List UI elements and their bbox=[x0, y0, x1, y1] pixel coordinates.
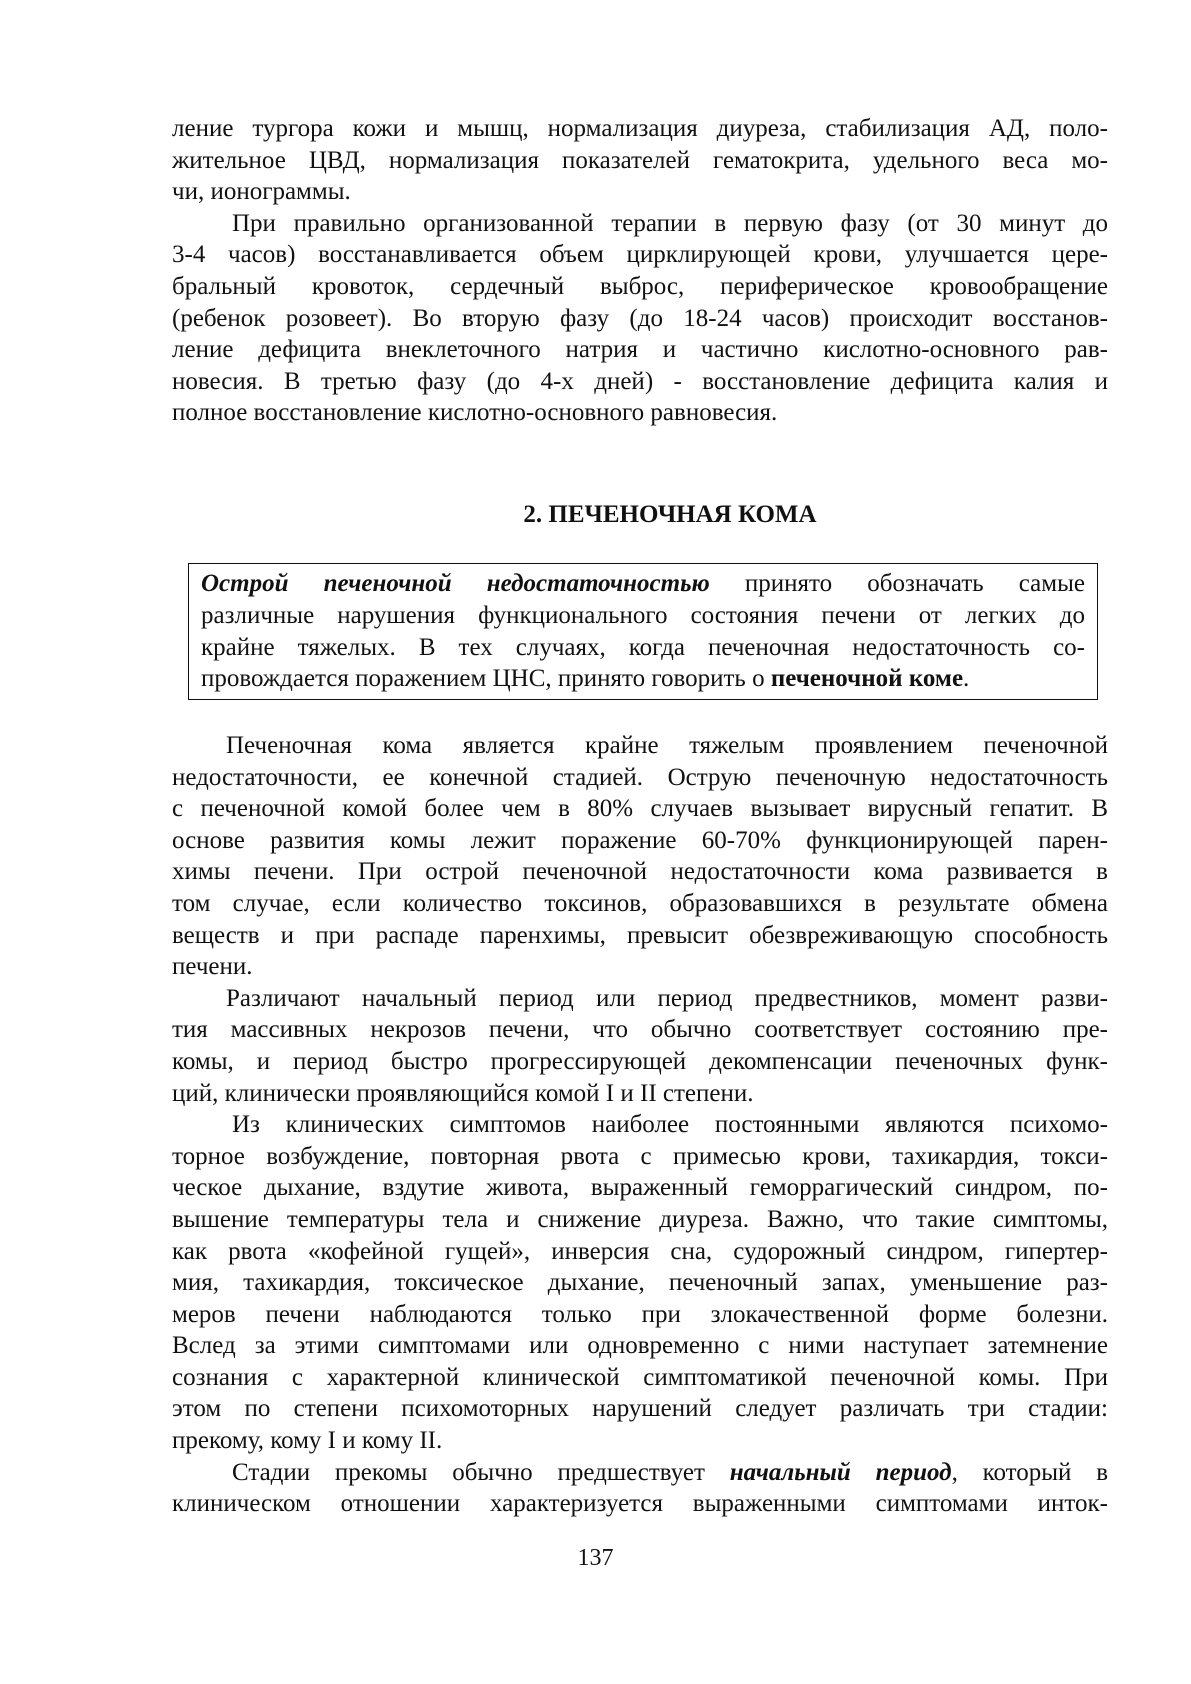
text-line: основе развития комы лежит поражение 60-70% функционирующей парен- bbox=[172, 826, 1108, 854]
paragraph-2 bbox=[172, 208, 1108, 429]
text-line: различные нарушения функционального состояния печени от легких до bbox=[201, 601, 1085, 629]
text-line: бральный кровоток, сердечный выброс, периферическое кровообращение bbox=[172, 272, 1108, 300]
text-line: этом по степени психомоторных нарушений следует различать три стадии: bbox=[172, 1395, 1108, 1423]
text-line: чи, ионограммы. bbox=[172, 178, 351, 206]
text-line bbox=[201, 568, 1085, 600]
text-fragment: , который в bbox=[951, 1458, 1108, 1486]
page-body bbox=[172, 113, 1108, 1518]
text-line bbox=[172, 1457, 1108, 1489]
text-line: веществ и при распаде паренхимы, превысит обезвреживающую способность bbox=[172, 921, 1108, 949]
text-line: недостаточности, ее конечной стадией. Острую печеночную недостаточность bbox=[172, 763, 1108, 791]
text-line: сознания с характерной клинической симптоматикой печеночной комы. При bbox=[172, 1363, 1108, 1391]
bold-term: печеночной коме bbox=[770, 665, 964, 693]
text-fragment: . bbox=[963, 665, 970, 693]
text-line: печени. bbox=[172, 953, 253, 981]
text-line: ческое дыхание, вздутие живота, выраженный геморрагический синдром, по- bbox=[172, 1174, 1108, 1202]
text-fragment: провождается поражением ЦНС, принято говорить о bbox=[201, 665, 771, 693]
text-fragment: Стадии прекомы обычно предшествует bbox=[232, 1458, 730, 1486]
text-line: комы, и период быстро прогрессирующей декомпенсации печеночных функ- bbox=[172, 1047, 1108, 1075]
text-line: мия, тахикардия, токсическое дыхание, печеночный запах, уменьшение раз- bbox=[172, 1269, 1108, 1297]
text-line: тия массивных некрозов печени, что обычно соответствует состоянию пре- bbox=[172, 1016, 1108, 1044]
text-line: Различают начальный период или период предвестников, момент разви- bbox=[226, 984, 1108, 1012]
text-line: Из клинических симптомов наиболее постоянными являются психомо- bbox=[232, 1111, 1108, 1139]
paragraph-5 bbox=[172, 1109, 1108, 1457]
text-line: жительное ЦВД, нормализация показателей гематокрита, удельного веса мо- bbox=[172, 146, 1108, 174]
text-line: ление тургора кожи и мышц, нормализация диуреза, стабилизация АД, поло- bbox=[172, 115, 1108, 142]
text-line: ление дефицита внеклеточного натрия и частично кислотно-основного рав- bbox=[172, 336, 1108, 364]
text-line: При правильно организованной терапии в первую фазу (от 30 минут до bbox=[232, 209, 1108, 237]
text-line: ций, клинически проявляющийся комой I и II степени. bbox=[172, 1079, 754, 1107]
text-line: химы печени. При острой печеночной недостаточности кома развивается в bbox=[172, 858, 1108, 886]
text-line: меров печени наблюдаются только при злокачественной форме болезни. bbox=[172, 1300, 1108, 1328]
text-line bbox=[201, 663, 1085, 695]
paragraph-6 bbox=[172, 1457, 1108, 1520]
paragraph-4 bbox=[172, 983, 1108, 1109]
text-line: Вслед за этими симптомами или одновременно с ними наступает затемнение bbox=[172, 1332, 1108, 1360]
text-line: Печеночная кома является крайне тяжелым проявлением печеночной bbox=[226, 732, 1108, 759]
defined-term: Острой печеночной недостаточностью bbox=[201, 570, 710, 597]
text-line: прекому, кому I и кому II. bbox=[172, 1427, 443, 1455]
text-line: как рвота «кофейной гущей», инверсия сна, судорожный синдром, гипертер- bbox=[172, 1237, 1108, 1265]
text-line: с печеночной комой более чем в 80% случаев вызывает вирусный гепатит. В bbox=[172, 795, 1108, 823]
paragraph-3 bbox=[172, 730, 1108, 983]
text-line: крайне тяжелых. В тех случаях, когда печеночная недостаточность со- bbox=[201, 633, 1085, 661]
text-line: том случае, если количество токсинов, образовавшихся в результате обмена bbox=[172, 889, 1108, 917]
section-heading: 2. ПЕЧЕНОЧНАЯ КОМА bbox=[523, 501, 817, 528]
definition-box bbox=[188, 563, 1098, 700]
emphasized-term: начальный период bbox=[729, 1458, 952, 1486]
text-line: полное восстановление кислотно-основного равновесия. bbox=[172, 399, 778, 427]
text-line: торное возбуждение, повторная рвота с примесью крови, тахикардия, токси- bbox=[172, 1142, 1108, 1170]
paragraph-1 bbox=[172, 113, 1108, 208]
text-line: новесия. В третью фазу (до 4-х дней) - восстановление дефицита калия и bbox=[172, 367, 1108, 395]
text-line: (ребенок розовеет). Во вторую фазу (до 18-24 часов) происходит восстанов- bbox=[172, 304, 1108, 332]
text-line: 3-4 часов) восстанавливается объем цирклирующей крови, улучшается цере- bbox=[172, 241, 1108, 269]
text-line: вышение температуры тела и снижение диуреза. Важно, что такие симптомы, bbox=[172, 1205, 1108, 1233]
page-number: 137 bbox=[577, 1545, 614, 1571]
main-text bbox=[172, 730, 1108, 1520]
text-fragment: принято обозначать самые bbox=[709, 570, 1085, 597]
text-line: клиническом отношении характеризуется выраженными симптомами инток- bbox=[172, 1490, 1108, 1518]
